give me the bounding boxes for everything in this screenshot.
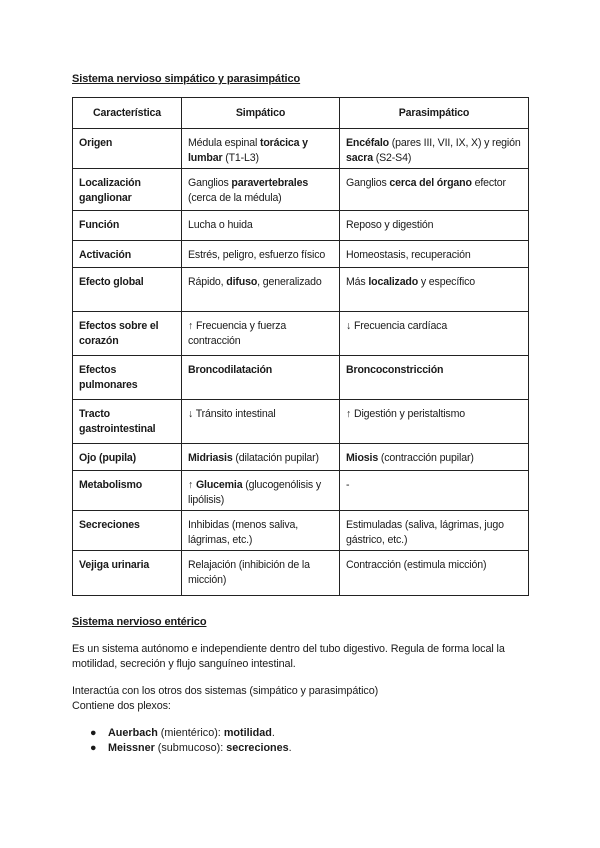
cell-parasimpatico — [340, 511, 529, 551]
plexos-intro: Contiene dos plexos: — [72, 700, 171, 712]
bold-text: Meissner — [108, 742, 155, 754]
plexos-list — [72, 726, 292, 756]
list-item — [72, 726, 292, 741]
cell-caracteristica — [73, 312, 182, 356]
bold-text: Broncodilatación — [188, 364, 273, 376]
comparison-table — [72, 97, 529, 596]
bold-text: Metabolismo — [79, 479, 143, 491]
table-row — [73, 511, 529, 551]
cell-simpatico — [182, 444, 340, 471]
text-run: Ganglios — [188, 177, 232, 189]
table-row — [73, 356, 529, 400]
bold-text: Efectos sobre el corazón — [79, 320, 159, 347]
bold-text: Miosis — [346, 452, 379, 464]
bold-text: Tracto gastrointestinal — [79, 408, 156, 435]
cell-parasimpatico — [340, 471, 529, 511]
text-run: ↑ Digestión y peristaltismo — [346, 408, 465, 420]
table-row — [73, 211, 529, 241]
cell-simpatico — [182, 268, 340, 312]
cell-caracteristica — [73, 471, 182, 511]
bold-text: Función — [79, 219, 120, 231]
cell-simpatico — [182, 471, 340, 511]
bold-text: Broncoconstricción — [346, 364, 444, 376]
text-run: ↓ Frecuencia cardíaca — [346, 320, 448, 332]
cell-simpatico — [182, 511, 340, 551]
cell-caracteristica — [73, 241, 182, 268]
table-row — [73, 444, 529, 471]
cell-simpatico — [182, 356, 340, 400]
text-run: Inhibidas (menos saliva, lágrimas, etc.) — [188, 519, 299, 546]
bold-text: Encéfalo — [346, 137, 389, 149]
text-run: ↓ Tránsito intestinal — [188, 408, 276, 420]
cell-simpatico — [182, 211, 340, 241]
text-run: Más — [346, 276, 369, 288]
table-row — [73, 241, 529, 268]
text-run: y específico — [418, 276, 476, 288]
table-header-row — [73, 98, 529, 129]
bold-text: Vejiga urinaria — [79, 559, 150, 571]
bold-text: difuso — [226, 276, 258, 288]
bold-text: torácica y lumbar — [188, 137, 308, 164]
text-run: (pares III, VII, IX, X) y región — [388, 137, 521, 149]
text-run: Lucha o huida — [188, 219, 253, 231]
text-run: (S2-S4) — [372, 152, 412, 164]
bullet-icon: ● — [90, 742, 97, 754]
cell-parasimpatico — [340, 400, 529, 444]
text-run: efector — [471, 177, 506, 189]
cell-caracteristica — [73, 511, 182, 551]
table-row — [73, 169, 529, 211]
bold-text: Auerbach — [108, 727, 158, 739]
header-simpatico: Simpático — [182, 98, 340, 129]
bold-text: Efecto global — [79, 276, 144, 288]
header-parasimpatico: Parasimpático — [340, 98, 529, 129]
cell-parasimpatico — [340, 129, 529, 169]
cell-simpatico — [182, 241, 340, 268]
cell-parasimpatico — [340, 312, 529, 356]
bold-text: sacra — [346, 152, 373, 164]
text-run: Contracción (estimula micción) — [346, 559, 487, 571]
table-row — [73, 268, 529, 312]
text-run: Médula espinal — [188, 137, 260, 149]
cell-caracteristica — [73, 400, 182, 444]
text-run: , generalizado — [257, 276, 322, 288]
table-row — [73, 471, 529, 511]
cell-parasimpatico — [340, 169, 529, 211]
header-caracteristica: Característica — [73, 98, 182, 129]
cell-simpatico — [182, 169, 340, 211]
bold-text: Midriasis — [188, 452, 233, 464]
cell-parasimpatico — [340, 268, 529, 312]
cell-simpatico — [182, 400, 340, 444]
text-run: ↑ Frecuencia y fuerza contracción — [188, 320, 287, 347]
section-title-simpatico-parasimpatico: Sistema nervioso simpático y parasimpático — [72, 73, 301, 85]
text-run: Reposo y digestión — [346, 219, 434, 231]
cell-parasimpatico — [340, 356, 529, 400]
cell-simpatico — [182, 129, 340, 169]
cell-parasimpatico — [340, 211, 529, 241]
list-item — [72, 741, 292, 756]
bold-text: localizado — [368, 276, 419, 288]
cell-caracteristica — [73, 169, 182, 211]
table-row — [73, 400, 529, 444]
text-run: Ganglios — [346, 177, 390, 189]
cell-simpatico — [182, 551, 340, 596]
bold-text: Localización ganglionar — [79, 177, 141, 204]
bold-text: cerca del órgano — [389, 177, 472, 189]
bold-text: Activación — [79, 249, 132, 261]
interaction-text: Interactúa con los otros dos sistemas (simpático y parasimpático) — [72, 685, 379, 697]
text-run: (mientérico): — [157, 727, 224, 739]
table-row — [73, 312, 529, 356]
table-row — [73, 551, 529, 596]
bold-text: motilidad — [223, 727, 272, 739]
text-run: Estrés, peligro, esfuerzo físico — [188, 249, 326, 261]
table-row — [73, 129, 529, 169]
text-run: Homeostasis, recuperación — [346, 249, 471, 261]
cell-caracteristica — [73, 129, 182, 169]
text-run: (cerca de la médula) — [188, 192, 282, 204]
bold-text: secreciones — [226, 742, 289, 754]
text-run: (dilatación pupilar) — [232, 452, 319, 464]
bold-text: Efectos pulmonares — [79, 364, 138, 391]
text-run: . — [288, 742, 292, 754]
text-run: Rápido, — [188, 276, 227, 288]
bullet-icon: ● — [90, 727, 97, 739]
cell-parasimpatico — [340, 241, 529, 268]
cell-parasimpatico — [340, 444, 529, 471]
bold-text: Origen — [79, 137, 113, 149]
text-run: (submucoso): — [154, 742, 227, 754]
cell-caracteristica — [73, 444, 182, 471]
cell-caracteristica — [73, 211, 182, 241]
enterico-description: Es un sistema autónomo e independiente dentro del tubo digestivo. Regula de forma local la motilidad, secreción y flujo sanguíneo intestinal. — [72, 643, 505, 670]
cell-caracteristica — [73, 551, 182, 596]
text-run: (contracción pupilar) — [378, 452, 474, 464]
text-run: . — [271, 727, 275, 739]
table-body — [73, 129, 529, 596]
cell-caracteristica — [73, 356, 182, 400]
bold-text: ↑ Glucemia — [188, 479, 243, 491]
bold-text: Secreciones — [79, 519, 140, 531]
text-run: - — [346, 479, 350, 491]
text-run: (glucogenólisis y lipólisis) — [188, 479, 321, 506]
cell-simpatico — [182, 312, 340, 356]
text-run: (T1-L3) — [222, 152, 259, 164]
section-title-enterico: Sistema nervioso entérico — [72, 616, 207, 628]
text-run: Relajación (inhibición de la micción) — [188, 559, 310, 586]
cell-parasimpatico — [340, 551, 529, 596]
bold-text: Ojo (pupila) — [79, 452, 137, 464]
bold-text: paravertebrales — [231, 177, 309, 189]
cell-caracteristica — [73, 268, 182, 312]
text-run: Estimuladas (saliva, lágrimas, jugo gástrico, etc.) — [346, 519, 504, 546]
